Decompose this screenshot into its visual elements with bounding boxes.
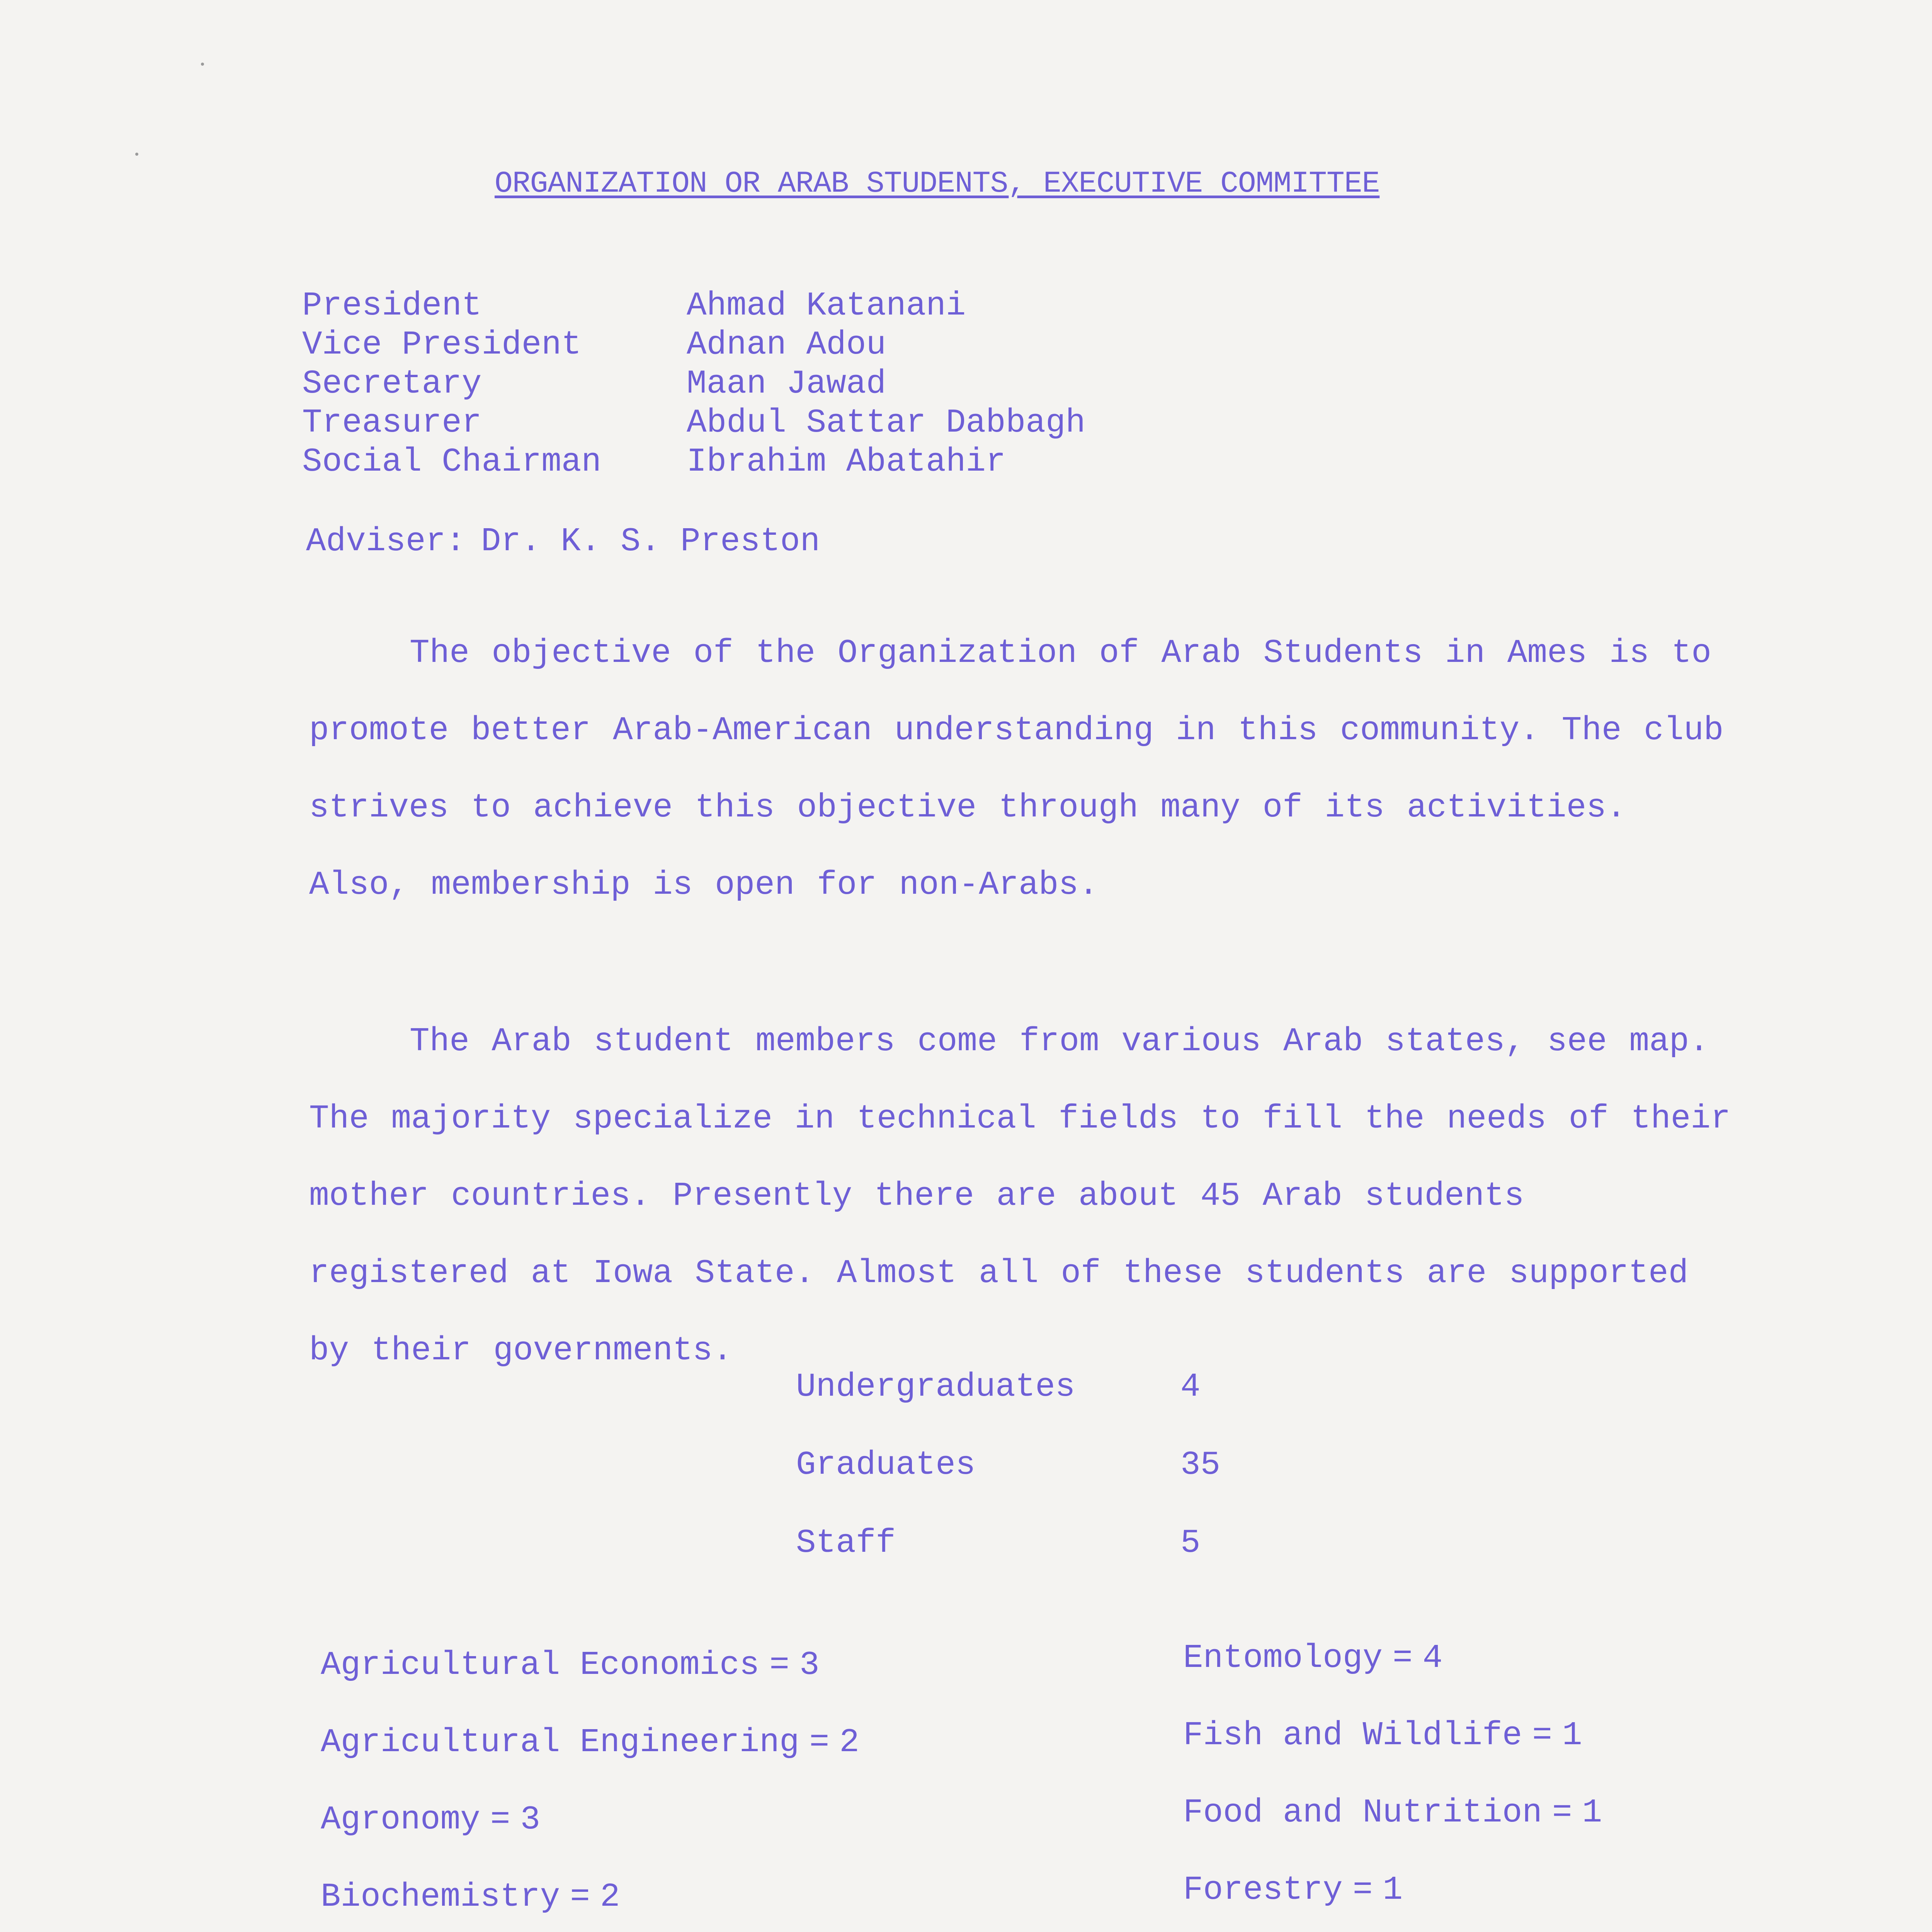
equals-sign: = — [769, 1646, 789, 1684]
enrollment-table — [796, 1368, 1260, 1602]
department-name: Biochemistry — [321, 1878, 560, 1916]
enrollment-row — [796, 1524, 1260, 1602]
department-name: Fish and Wildlife — [1183, 1716, 1522, 1754]
department-row — [321, 1646, 859, 1723]
enrollment-label: Staff — [796, 1524, 896, 1562]
department-list-left — [321, 1646, 859, 1932]
adviser-name: Dr. K. S. Preston — [481, 522, 820, 560]
equals-sign: = — [1552, 1794, 1572, 1832]
enrollment-count: 35 — [1180, 1446, 1221, 1484]
paper-speck — [135, 153, 138, 156]
department-list-right — [1183, 1639, 1642, 1932]
department-row — [1183, 1871, 1642, 1932]
department-row — [1183, 1716, 1642, 1794]
department-name: Food and Nutrition — [1183, 1794, 1542, 1832]
officer-name: Abdul Sattar Dabbagh — [687, 404, 1086, 442]
department-count: 2 — [600, 1878, 620, 1916]
department-row — [1183, 1639, 1642, 1716]
objective-paragraph: The objective of the Organization of Arab Students in Ames is to promote better Arab-American understanding in this community. The club strives to achieve this objective through many of its activities. Also, membership is open for non-Arabs. — [309, 634, 1724, 904]
officer-row — [302, 443, 1230, 482]
officer-name: Maan Jawad — [687, 365, 886, 403]
department-count: 3 — [520, 1801, 541, 1838]
enrollment-label: Undergraduates — [796, 1368, 1075, 1406]
adviser-label: Adviser: — [306, 522, 466, 560]
equals-sign: = — [1532, 1716, 1552, 1754]
members-paragraph: The Arab student members come from various Arab states, see map. The majority specialize in technical fields to fill the needs of their mother countries. Presently there are about 45 Arab students registered at Iowa State. Almost all of these students are supported by their governments. — [309, 1022, 1731, 1369]
enrollment-count: 4 — [1180, 1368, 1201, 1406]
equals-sign: = — [809, 1723, 830, 1761]
enrollment-count: 5 — [1180, 1524, 1201, 1562]
officer-row — [302, 287, 1230, 326]
adviser-line — [306, 522, 820, 560]
officer-row — [302, 326, 1230, 365]
officer-role: Treasurer — [302, 404, 482, 442]
department-row — [321, 1801, 859, 1878]
department-count: 1 — [1383, 1871, 1403, 1909]
officer-list — [302, 287, 1230, 482]
officer-row — [302, 365, 1230, 404]
department-name: Agronomy — [321, 1801, 480, 1838]
enrollment-row — [796, 1446, 1260, 1524]
paper-speck — [201, 63, 204, 66]
equals-sign: = — [1352, 1871, 1373, 1909]
officer-role: President — [302, 287, 482, 325]
department-count: 2 — [839, 1723, 859, 1761]
equals-sign: = — [490, 1801, 510, 1838]
department-name: Forestry — [1183, 1871, 1343, 1909]
department-count: 4 — [1422, 1639, 1443, 1677]
officer-name: Ibrahim Abatahir — [687, 443, 1006, 481]
officer-row — [302, 404, 1230, 443]
officer-name: Ahmad Katanani — [687, 287, 966, 325]
officer-role: Vice President — [302, 326, 582, 364]
officer-name: Adnan Adou — [687, 326, 886, 364]
equals-sign: = — [1393, 1639, 1413, 1677]
department-name: Agricultural Engineering — [321, 1723, 799, 1761]
enrollment-label: Graduates — [796, 1446, 976, 1484]
enrollment-row — [796, 1368, 1260, 1446]
officer-role: Secretary — [302, 365, 482, 403]
department-name: Agricultural Economics — [321, 1646, 760, 1684]
department-name: Entomology — [1183, 1639, 1383, 1677]
department-row — [321, 1723, 859, 1801]
department-row — [321, 1878, 859, 1932]
equals-sign: = — [570, 1878, 590, 1916]
department-count: 1 — [1582, 1794, 1602, 1832]
officer-role: Social Chairman — [302, 443, 602, 481]
department-count: 3 — [799, 1646, 820, 1684]
department-row — [1183, 1794, 1642, 1871]
document-title: ORGANIZATION OR ARAB STUDENTS, EXECUTIVE COMMITTEE — [495, 167, 1380, 201]
department-count: 1 — [1562, 1716, 1582, 1754]
